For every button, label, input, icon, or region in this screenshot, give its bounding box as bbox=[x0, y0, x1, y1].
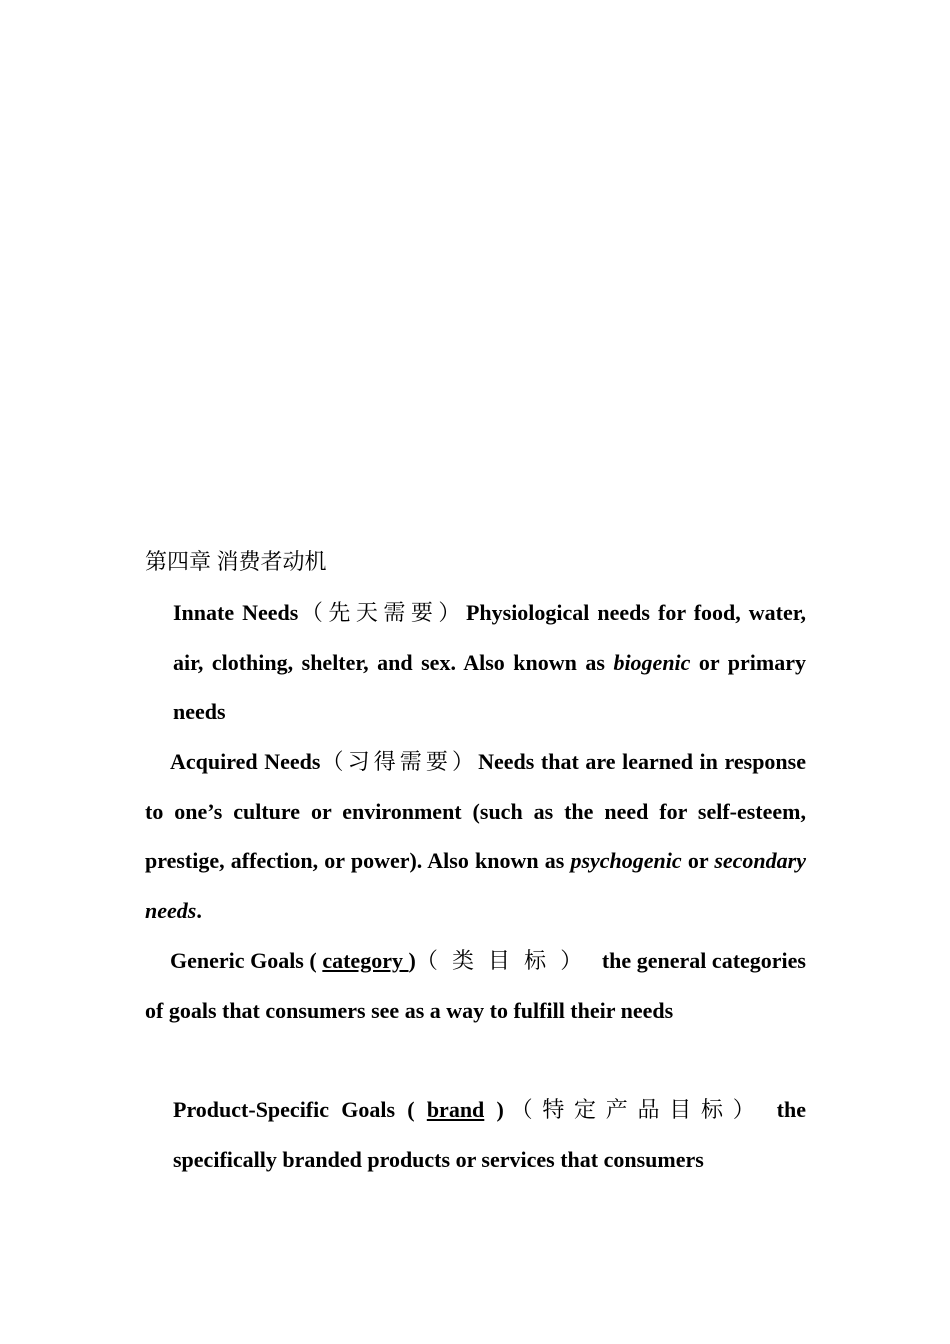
acquired-needs-connector: or bbox=[681, 848, 715, 874]
paragraph-acquired-needs bbox=[145, 737, 806, 936]
term-acquired-needs: Acquired Needs bbox=[170, 749, 321, 774]
innate-needs-definition: Physiological needs for food, water, air, clothing, shelter, and sex. Also known as bbox=[173, 600, 806, 675]
acquired-needs-italic-term-2: secondary needs bbox=[145, 848, 806, 924]
acquired-needs-italic-term-1: psychogenic bbox=[570, 848, 682, 874]
innate-needs-italic-term: biogenic bbox=[613, 649, 691, 675]
acquired-needs-definition: Needs that are learned in response to one’s culture or environment (such as the need for self-esteem, prestige, affection, or power). Also known as bbox=[145, 749, 806, 874]
paragraph-product-specific-goals bbox=[173, 1085, 806, 1184]
product-specific-goals-definition: the specifically branded products or services that consumers bbox=[173, 1097, 806, 1172]
generic-goals-close: ) bbox=[408, 948, 416, 973]
generic-goals-underlined: category bbox=[322, 948, 409, 973]
innate-needs-definition-end: or primary needs bbox=[173, 649, 807, 725]
term-generic-goals-cn: （类目标） bbox=[415, 948, 597, 973]
term-product-specific-goals-cn: （特定产品目标） bbox=[503, 1097, 765, 1122]
term-acquired-needs-cn: （习得需要） bbox=[320, 749, 479, 774]
product-specific-goals-underlined: brand bbox=[426, 1097, 485, 1122]
term-innate-needs: Innate Needs bbox=[173, 600, 299, 625]
product-specific-goals-close: ) bbox=[484, 1097, 504, 1122]
term-innate-needs-cn: （先天需要） bbox=[298, 600, 466, 625]
paragraph-generic-goals bbox=[145, 936, 806, 1035]
acquired-needs-period: . bbox=[196, 898, 202, 924]
term-generic-goals: Generic Goals ( bbox=[170, 948, 323, 973]
paragraph-innate-needs bbox=[173, 588, 806, 737]
chapter-title: 第四章 消费者动机 bbox=[145, 549, 327, 574]
term-product-specific-goals: Product-Specific Goals ( bbox=[173, 1097, 427, 1122]
generic-goals-definition: the general categories of goals that consumers see as a way to fulfill their needs bbox=[145, 948, 806, 1023]
